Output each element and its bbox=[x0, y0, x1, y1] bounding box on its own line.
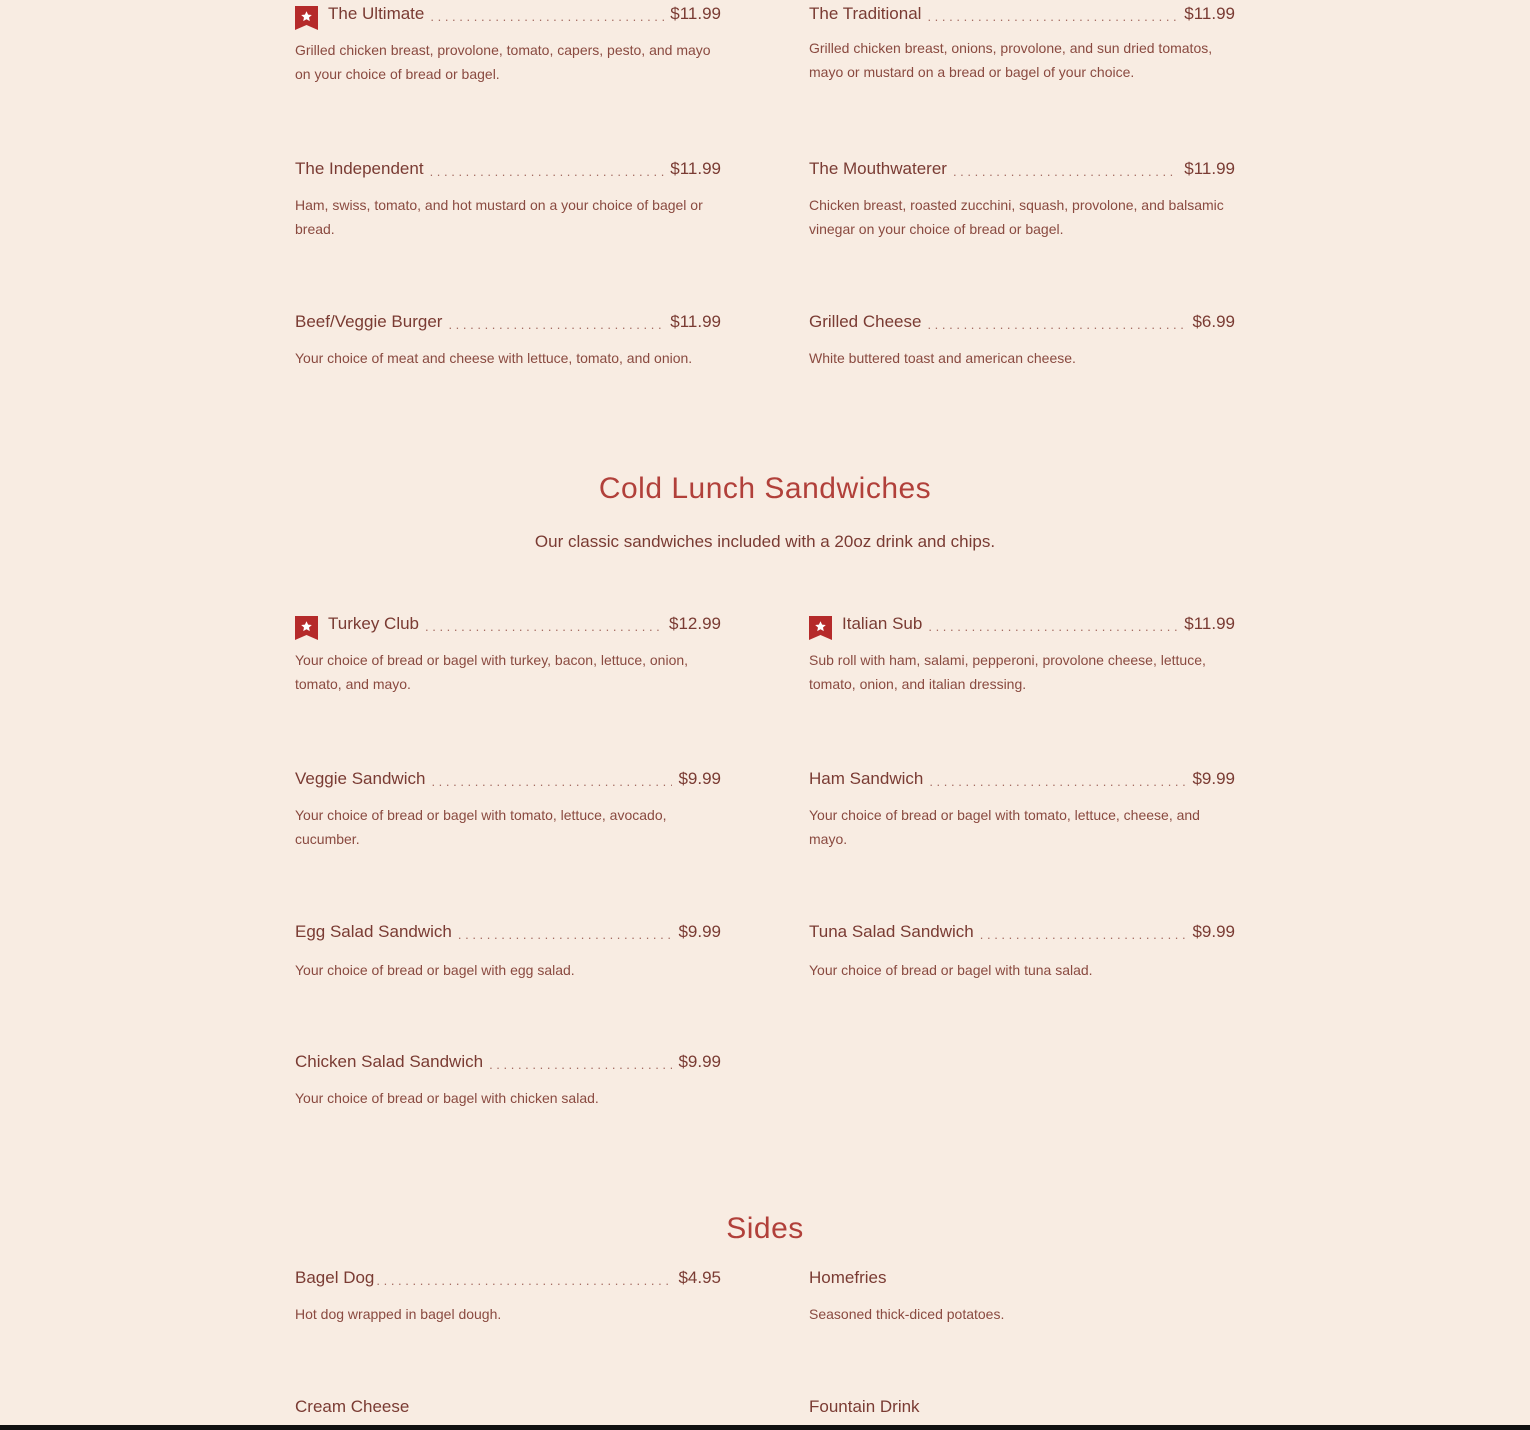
menu-item-the-traditional bbox=[809, 4, 1235, 84]
dot-leader bbox=[430, 161, 665, 179]
item-name: Egg Salad Sandwich bbox=[295, 922, 452, 941]
menu-item-chicken-salad-sandwich bbox=[295, 1052, 721, 1110]
item-name: Italian Sub bbox=[842, 614, 923, 633]
item-name: The Ultimate bbox=[328, 4, 425, 23]
section-title-sides: Sides bbox=[726, 1212, 804, 1245]
item-name: The Independent bbox=[295, 159, 424, 178]
item-price: $4.95 bbox=[678, 1268, 721, 1287]
item-description: Seasoned thick-diced potatoes. bbox=[809, 1306, 1005, 1322]
dot-leader bbox=[489, 1054, 672, 1072]
section-subtitle-cold-lunch: Our classic sandwiches included with a 20oz drink and chips. bbox=[534, 532, 996, 551]
item-name: Grilled Cheese bbox=[809, 312, 922, 331]
menu-item-homefries bbox=[809, 1268, 1235, 1326]
item-price: $9.99 bbox=[678, 769, 721, 788]
menu-item-the-mouthwaterer bbox=[809, 159, 1235, 241]
menu-item-cream-cheese bbox=[295, 1397, 721, 1421]
menu-item-bagel-dog bbox=[295, 1268, 721, 1326]
dot-leader bbox=[927, 6, 1178, 24]
menu-item-turkey-club bbox=[295, 614, 721, 696]
item-description: Grilled chicken breast, onions, provolone, and sun dried tomatos, mayo or mustard on a bread or bagel of your choice. bbox=[809, 40, 1213, 80]
item-description: Your choice of bread or bagel with chicken salad. bbox=[295, 1090, 599, 1106]
item-price: $11.99 bbox=[670, 4, 721, 23]
item-description: Sub roll with ham, salami, pepperoni, provolone cheese, lettuce, tomato, onion, and italian dressing. bbox=[809, 652, 1206, 692]
dot-leader bbox=[430, 6, 664, 24]
dot-leader bbox=[928, 616, 1178, 634]
item-price: $6.99 bbox=[1192, 312, 1235, 331]
item-description: Your choice of bread or bagel with tuna salad. bbox=[809, 962, 1093, 978]
dot-leader bbox=[448, 314, 664, 332]
item-price: $11.99 bbox=[670, 312, 721, 331]
item-price: $9.99 bbox=[678, 1052, 721, 1071]
item-name: The Traditional bbox=[809, 4, 922, 23]
item-name: Veggie Sandwich bbox=[295, 769, 426, 788]
item-price: $12.99 bbox=[669, 614, 721, 633]
item-name: Bagel Dog bbox=[295, 1268, 375, 1287]
item-name: Cream Cheese bbox=[295, 1397, 410, 1416]
item-description: Chicken breast, roasted zucchini, squash, provolone, and balsamic vinegar on your choice of bread or bagel. bbox=[809, 197, 1224, 237]
menu-item-the-ultimate bbox=[295, 4, 721, 86]
menu-item-veggie-sandwich bbox=[295, 769, 721, 851]
item-name: Turkey Club bbox=[328, 614, 420, 633]
dot-leader bbox=[425, 616, 663, 634]
item-description: Hot dog wrapped in bagel dough. bbox=[295, 1306, 502, 1322]
dot-leader bbox=[376, 1270, 672, 1288]
star-ribbon-icon bbox=[809, 616, 832, 640]
item-price: $11.99 bbox=[1184, 4, 1235, 23]
item-name: Ham Sandwich bbox=[809, 769, 924, 788]
section-title-cold-lunch: Cold Lunch Sandwiches bbox=[598, 472, 932, 505]
item-name: Chicken Salad Sandwich bbox=[295, 1052, 484, 1071]
item-name: Beef/Veggie Burger bbox=[295, 312, 443, 331]
item-description: Your choice of bread or bagel with egg salad. bbox=[295, 962, 575, 978]
menu-item-beef-veggie-burger bbox=[295, 312, 721, 370]
item-description: Your choice of bread or bagel with tomato, lettuce, cheese, and mayo. bbox=[809, 807, 1200, 847]
item-price: $11.99 bbox=[670, 159, 721, 178]
item-description: Your choice of meat and cheese with lettuce, tomato, and onion. bbox=[295, 350, 693, 366]
item-price: $9.99 bbox=[1192, 769, 1235, 788]
item-description: Ham, swiss, tomato, and hot mustard on a your choice of bagel or bread. bbox=[295, 197, 703, 237]
bottom-edge-bar bbox=[0, 1425, 1530, 1430]
item-description: Your choice of bread or bagel with turkey, bacon, lettuce, onion, tomato, and mayo. bbox=[295, 652, 689, 692]
item-description: Your choice of bread or bagel with tomato, lettuce, avocado, cucumber. bbox=[295, 807, 667, 847]
menu-item-the-independent bbox=[295, 159, 721, 241]
item-price: $9.99 bbox=[1192, 922, 1235, 941]
menu-item-tuna-salad-sandwich bbox=[809, 922, 1235, 982]
item-description: Grilled chicken breast, provolone, tomato, capers, pesto, and mayo on your choice of bread or bagel. bbox=[295, 42, 711, 82]
star-ribbon-icon bbox=[295, 6, 318, 30]
dot-leader bbox=[431, 771, 672, 789]
item-name: Fountain Drink bbox=[809, 1397, 920, 1416]
item-name: The Mouthwaterer bbox=[809, 159, 947, 178]
item-price: $11.99 bbox=[1184, 159, 1235, 178]
menu-item-fountain-drink bbox=[809, 1397, 1235, 1421]
menu-item-italian-sub bbox=[809, 614, 1235, 696]
item-price: $11.99 bbox=[1184, 614, 1235, 633]
dot-leader bbox=[980, 924, 1187, 942]
dot-leader bbox=[927, 314, 1186, 332]
menu-item-grilled-cheese bbox=[809, 312, 1235, 370]
menu-item-ham-sandwich bbox=[809, 769, 1235, 851]
dot-leader bbox=[929, 771, 1186, 789]
item-name: Homefries bbox=[809, 1268, 887, 1287]
star-ribbon-icon bbox=[295, 616, 318, 640]
menu-item-egg-salad-sandwich bbox=[295, 922, 721, 982]
item-name: Tuna Salad Sandwich bbox=[809, 922, 974, 941]
dot-leader bbox=[458, 924, 673, 942]
dot-leader bbox=[953, 161, 1178, 179]
item-description: White buttered toast and american cheese. bbox=[809, 350, 1076, 366]
item-price: $9.99 bbox=[678, 922, 721, 941]
